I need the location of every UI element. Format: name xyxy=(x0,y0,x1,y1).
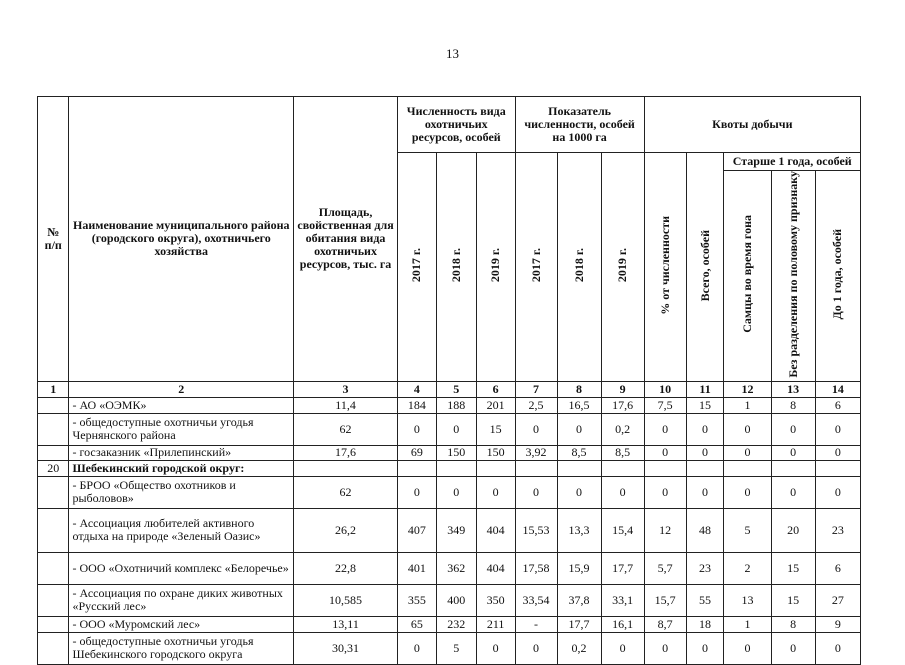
row-number xyxy=(38,476,69,508)
row-value: 0 xyxy=(398,476,437,508)
row-value: 0 xyxy=(515,476,557,508)
row-value: 7,5 xyxy=(644,397,686,413)
row-area: 10,585 xyxy=(294,584,398,616)
row-value: 0 xyxy=(436,476,476,508)
row-value: 17,7 xyxy=(557,616,601,632)
table-row xyxy=(38,616,861,632)
row-name: - госзаказник «Прилепинский» xyxy=(69,445,294,460)
row-area: 13,11 xyxy=(294,616,398,632)
row-value: 3,92 xyxy=(515,445,557,460)
row-value: 0 xyxy=(724,632,771,664)
row-value: 23 xyxy=(686,552,724,584)
row-value: 15 xyxy=(771,552,815,584)
row-name: - АО «ОЭМК» xyxy=(69,397,294,413)
column-number: 1 xyxy=(38,381,69,397)
row-value xyxy=(436,460,476,476)
header-no: № п/п xyxy=(38,97,69,382)
row-value xyxy=(771,460,815,476)
row-value: 8 xyxy=(771,397,815,413)
row-value: 0 xyxy=(724,445,771,460)
column-number: 10 xyxy=(644,381,686,397)
column-number: 11 xyxy=(686,381,724,397)
row-area: 62 xyxy=(294,413,398,445)
row-value: 1 xyxy=(724,616,771,632)
table-row xyxy=(38,460,861,476)
row-value: 55 xyxy=(686,584,724,616)
row-value: 211 xyxy=(476,616,515,632)
row-value: 2,5 xyxy=(515,397,557,413)
row-value: 188 xyxy=(436,397,476,413)
row-value: 0 xyxy=(601,476,644,508)
row-name: Шебекинский городской округ: xyxy=(69,460,294,476)
row-value: 0 xyxy=(771,413,815,445)
header-quota-males: Самцы во время гона xyxy=(724,171,771,382)
table-row xyxy=(38,445,861,460)
quota-table xyxy=(37,96,861,665)
header-pop-2017: 2017 г. xyxy=(398,153,437,382)
row-value: 15,4 xyxy=(601,508,644,552)
row-value: 37,8 xyxy=(557,584,601,616)
header-quota-young: До 1 года, особей xyxy=(815,171,860,382)
row-value: 5,7 xyxy=(644,552,686,584)
row-number xyxy=(38,445,69,460)
row-value: 0 xyxy=(557,476,601,508)
row-value: 15,9 xyxy=(557,552,601,584)
column-number: 3 xyxy=(294,381,398,397)
column-number: 13 xyxy=(771,381,815,397)
row-value: 15 xyxy=(771,584,815,616)
row-value xyxy=(686,460,724,476)
row-value: 15,53 xyxy=(515,508,557,552)
row-value: 0 xyxy=(686,632,724,664)
column-number: 8 xyxy=(557,381,601,397)
row-area: 26,2 xyxy=(294,508,398,552)
header-pop-2019: 2019 г. xyxy=(476,153,515,382)
table-row xyxy=(38,632,861,664)
page-number: 13 xyxy=(446,46,459,61)
row-value: 401 xyxy=(398,552,437,584)
row-value: 362 xyxy=(436,552,476,584)
row-value: 0 xyxy=(644,476,686,508)
row-value: 6 xyxy=(815,552,860,584)
row-value: 8 xyxy=(771,616,815,632)
row-value: 5 xyxy=(724,508,771,552)
row-value: 355 xyxy=(398,584,437,616)
row-value: 407 xyxy=(398,508,437,552)
row-value: 15,7 xyxy=(644,584,686,616)
row-number xyxy=(38,413,69,445)
row-value: 0 xyxy=(476,632,515,664)
header-quota-nosex: Без разделения по половому признаку xyxy=(771,171,815,382)
column-number: 6 xyxy=(476,381,515,397)
table-row xyxy=(38,413,861,445)
row-value: 8,7 xyxy=(644,616,686,632)
row-value: - xyxy=(515,616,557,632)
table-row xyxy=(38,476,861,508)
row-value: 0 xyxy=(771,445,815,460)
row-value: 0 xyxy=(515,632,557,664)
row-value: 400 xyxy=(436,584,476,616)
row-value: 16,1 xyxy=(601,616,644,632)
row-value: 0 xyxy=(815,632,860,664)
table-row xyxy=(38,508,861,552)
row-value: 0 xyxy=(724,476,771,508)
row-value: 6 xyxy=(815,397,860,413)
row-value: 27 xyxy=(815,584,860,616)
header-density-2019: 2019 г. xyxy=(601,153,644,382)
row-value: 0 xyxy=(644,445,686,460)
row-value xyxy=(724,460,771,476)
row-area: 62 xyxy=(294,476,398,508)
row-value: 0 xyxy=(686,445,724,460)
row-value: 33,1 xyxy=(601,584,644,616)
row-value: 0 xyxy=(557,413,601,445)
header-area: Площадь, свойственная для обитания вида охотничьих ресурсов, тыс. га xyxy=(294,97,398,382)
row-value: 0 xyxy=(771,476,815,508)
row-value: 48 xyxy=(686,508,724,552)
row-area: 30,31 xyxy=(294,632,398,664)
row-value: 0 xyxy=(436,413,476,445)
row-number xyxy=(38,632,69,664)
row-value: 9 xyxy=(815,616,860,632)
row-value xyxy=(398,460,437,476)
row-value: 18 xyxy=(686,616,724,632)
row-value: 0 xyxy=(398,413,437,445)
row-value: 201 xyxy=(476,397,515,413)
row-value: 8,5 xyxy=(557,445,601,460)
row-value: 1 xyxy=(724,397,771,413)
row-value: 0 xyxy=(515,413,557,445)
row-value: 69 xyxy=(398,445,437,460)
row-area: 17,6 xyxy=(294,445,398,460)
row-value: 0 xyxy=(644,632,686,664)
row-value: 0 xyxy=(724,413,771,445)
column-number: 4 xyxy=(398,381,437,397)
column-number: 14 xyxy=(815,381,860,397)
row-number xyxy=(38,584,69,616)
row-value: 0 xyxy=(815,445,860,460)
column-number-row xyxy=(38,381,861,397)
row-value: 0 xyxy=(686,476,724,508)
row-value: 0 xyxy=(686,413,724,445)
row-value: 33,54 xyxy=(515,584,557,616)
row-value: 150 xyxy=(436,445,476,460)
row-value: 0 xyxy=(476,476,515,508)
header-quota-percent: % от численности xyxy=(644,153,686,382)
row-value: 12 xyxy=(644,508,686,552)
row-value: 232 xyxy=(436,616,476,632)
row-value: 16,5 xyxy=(557,397,601,413)
row-value xyxy=(476,460,515,476)
row-number xyxy=(38,616,69,632)
header-name: Наименование муниципального района (городского округа), охотничьего хозяйства xyxy=(69,97,294,382)
row-value: 15 xyxy=(686,397,724,413)
row-name: - Ассоциация любителей активного отдыха на природе «Зеленый Оазис» xyxy=(69,508,294,552)
row-area xyxy=(294,460,398,476)
header-density-2018: 2018 г. xyxy=(557,153,601,382)
column-number: 5 xyxy=(436,381,476,397)
table-row xyxy=(38,397,861,413)
row-number xyxy=(38,397,69,413)
row-value: 349 xyxy=(436,508,476,552)
header-older-group: Старше 1 года, особей xyxy=(724,153,861,171)
row-value xyxy=(815,460,860,476)
header-population-group: Численность вида охотничьих ресурсов, особей xyxy=(398,97,516,153)
row-value xyxy=(557,460,601,476)
row-value: 184 xyxy=(398,397,437,413)
row-value: 0 xyxy=(815,476,860,508)
row-value: 15 xyxy=(476,413,515,445)
header-quota-group: Квоты добычи xyxy=(644,97,860,153)
column-number: 2 xyxy=(69,381,294,397)
header-density-group: Показатель численности, особей на 1000 га xyxy=(515,97,644,153)
row-value: 5 xyxy=(436,632,476,664)
row-number: 20 xyxy=(38,460,69,476)
row-value: 65 xyxy=(398,616,437,632)
row-value: 350 xyxy=(476,584,515,616)
row-name: - Ассоциация по охране диких животных «Русский лес» xyxy=(69,584,294,616)
row-value: 0 xyxy=(398,632,437,664)
header-quota-total: Всего, особей xyxy=(686,153,724,382)
row-number xyxy=(38,552,69,584)
row-value xyxy=(601,460,644,476)
header-pop-2018: 2018 г. xyxy=(436,153,476,382)
row-value: 150 xyxy=(476,445,515,460)
row-name: - БРОО «Общество охотников и рыболовов» xyxy=(69,476,294,508)
row-area: 11,4 xyxy=(294,397,398,413)
row-value xyxy=(644,460,686,476)
row-name: - ООО «Охотничий комплекс «Белоречье» xyxy=(69,552,294,584)
row-value xyxy=(515,460,557,476)
row-value: 13 xyxy=(724,584,771,616)
column-number: 7 xyxy=(515,381,557,397)
column-number: 9 xyxy=(601,381,644,397)
row-value: 13,3 xyxy=(557,508,601,552)
row-value: 8,5 xyxy=(601,445,644,460)
row-value: 0 xyxy=(815,413,860,445)
row-value: 404 xyxy=(476,508,515,552)
row-value: 404 xyxy=(476,552,515,584)
table-row xyxy=(38,552,861,584)
header-density-2017: 2017 г. xyxy=(515,153,557,382)
row-area: 22,8 xyxy=(294,552,398,584)
column-number: 12 xyxy=(724,381,771,397)
row-value: 17,58 xyxy=(515,552,557,584)
row-name: - общедоступные охотничьи угодья Чернянского района xyxy=(69,413,294,445)
row-value: 0 xyxy=(601,632,644,664)
row-value: 17,6 xyxy=(601,397,644,413)
row-number xyxy=(38,508,69,552)
row-value: 17,7 xyxy=(601,552,644,584)
row-value: 0 xyxy=(644,413,686,445)
row-value: 20 xyxy=(771,508,815,552)
row-name: - ООО «Муромский лес» xyxy=(69,616,294,632)
row-name: - общедоступные охотничьи угодья Шебекинского городского округа xyxy=(69,632,294,664)
row-value: 23 xyxy=(815,508,860,552)
row-value: 2 xyxy=(724,552,771,584)
row-value: 0,2 xyxy=(557,632,601,664)
row-value: 0,2 xyxy=(601,413,644,445)
table-row xyxy=(38,584,861,616)
row-value: 0 xyxy=(771,632,815,664)
